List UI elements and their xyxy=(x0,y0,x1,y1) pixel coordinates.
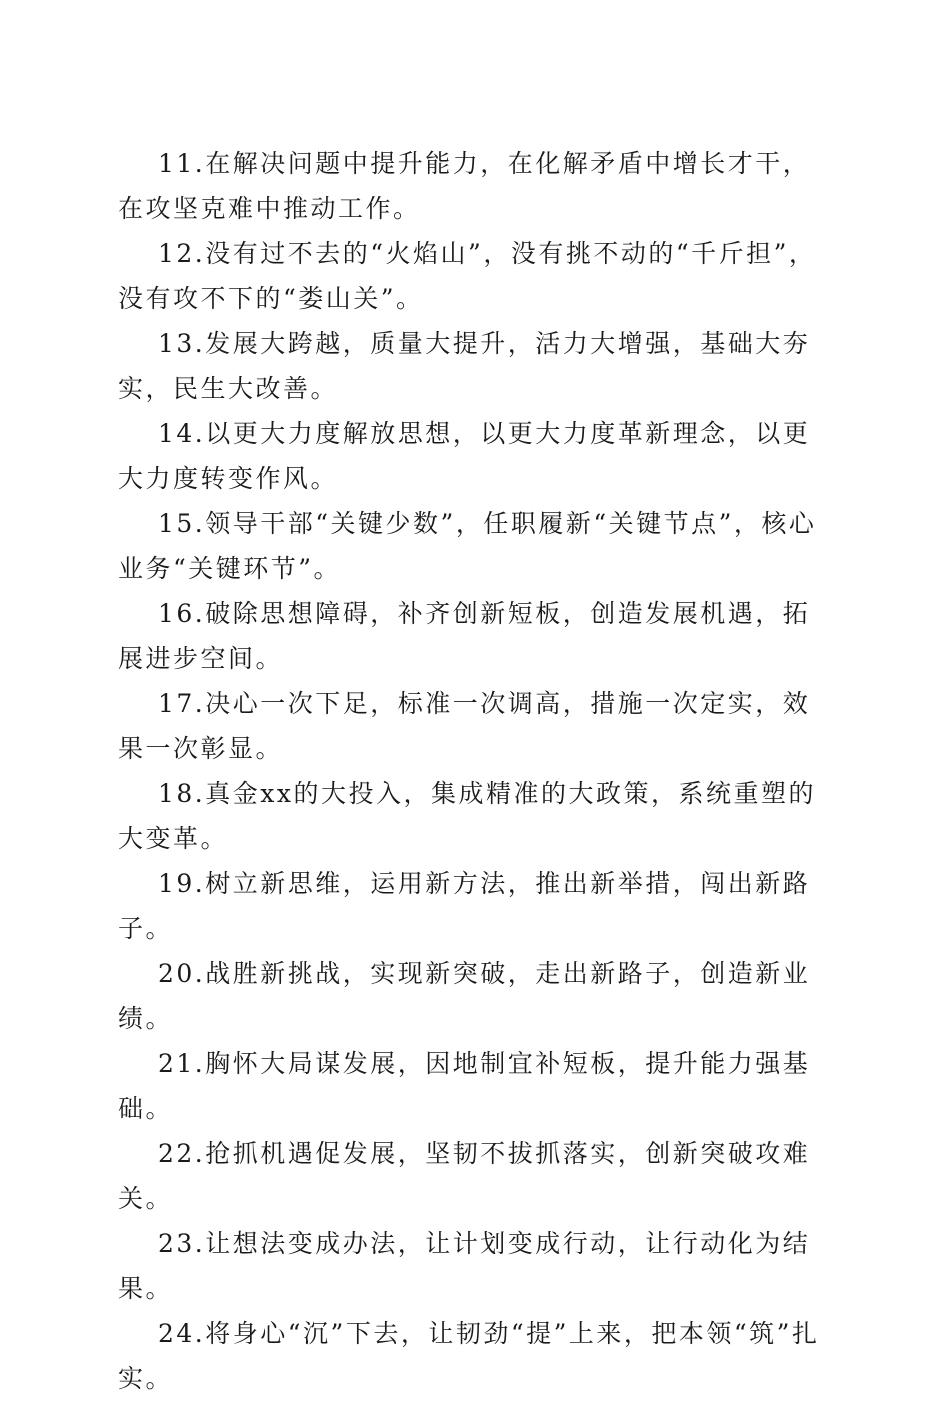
list-item: 15.领导干部“关键少数”，任职履新“关键节点”，核心业务“关键环节”。 xyxy=(118,509,817,583)
list-item: 21.胸怀大局谋发展，因地制宜补短板，提升能力强基础。 xyxy=(118,1049,811,1123)
list-item: 23.让想法变成办法，让计划变成行动，让行动化为结果。 xyxy=(118,1229,811,1303)
list-item: 14.以更大力度解放思想，以更大力度革新理念，以更大力度转变作风。 xyxy=(118,419,811,493)
list-item: 12.没有过不去的“火焰山”，没有挑不动的“千斤担”，没有攻不下的“娄山关”。 xyxy=(118,239,817,313)
list-item: 13.发展大跨越，质量大提升，活力大增强，基础大夯实，民生大改善。 xyxy=(118,329,811,403)
list-item: 24.将身心“沉”下去，让韧劲“提”上来，把本领“筑”扎实。 xyxy=(118,1319,820,1393)
list-item: 16.破除思想障碍，补齐创新短板，创造发展机遇，拓展进步空间。 xyxy=(118,599,811,673)
list-item: 20.战胜新挑战，实现新突破，走出新路子，创造新业绩。 xyxy=(118,959,811,1033)
list-item: 18.真金xx的大投入，集成精准的大政策，系统重塑的大变革。 xyxy=(118,779,816,853)
list-item: 11.在解决问题中提升能力，在化解矛盾中增长才干，在攻坚克难中推动工作。 xyxy=(118,149,811,223)
list-item: 19.树立新思维，运用新方法，推出新举措，闯出新路子。 xyxy=(118,869,811,943)
list-item: 17.决心一次下足，标准一次调高，措施一次定实，效果一次彰显。 xyxy=(118,689,811,763)
list-item: 22.抢抓机遇促发展，坚韧不拔抓落实，创新突破攻难关。 xyxy=(118,1139,811,1213)
document-body xyxy=(118,141,830,1401)
